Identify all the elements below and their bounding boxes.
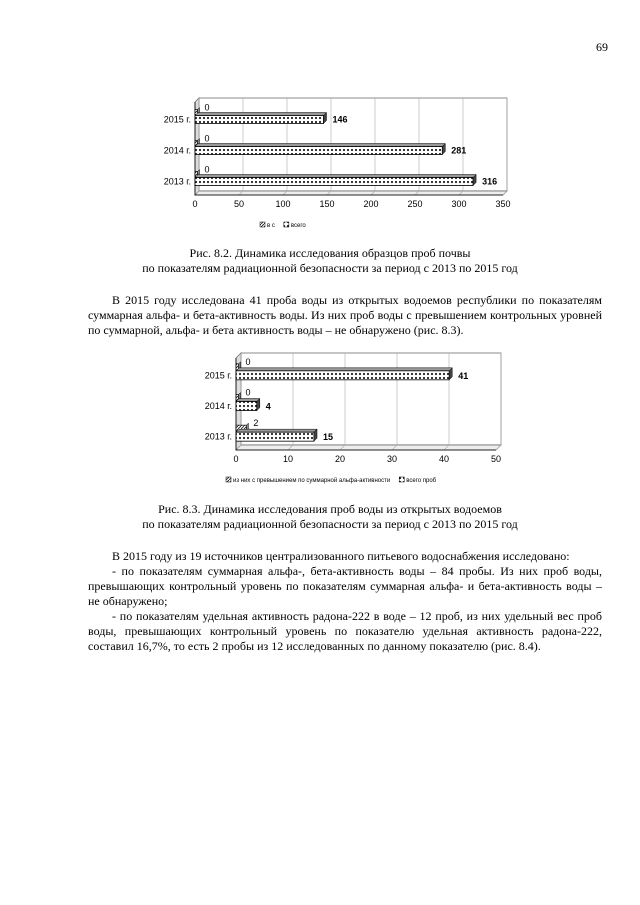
x-tick-label: 20 (334, 454, 346, 464)
figure-caption-8-3 (80, 502, 580, 532)
x-tick-label: 50 (233, 199, 245, 209)
x-tick-label: 50 (490, 454, 502, 464)
figure-caption-8-2 (80, 246, 580, 276)
bar-series-1 (195, 116, 323, 124)
paragraph-item-alpha-beta: - по показателям суммарная альфа-, бета-активность воды – 84 пробы. Из них проб воды, превышающих контрольный уровень по показателям суммарная альфа- и бета-активность воды – не обнаружено; (88, 564, 602, 608)
chart-open-water-samples (190, 348, 520, 494)
caption-8-3-line2: по показателям радиационной безопасности за период с 2013 по 2015 год (142, 517, 518, 531)
data-label-series-1: 316 (482, 176, 498, 187)
caption-8-2-line1: Рис. 8.2. Динамика исследования образцов проб почвы (189, 246, 471, 260)
bar-series-1-top (195, 175, 476, 178)
bar-series-1 (236, 402, 257, 411)
paragraph-water-open-sources: В 2015 году исследована 41 проба воды из открытых водоемов республики по показателям суммарная альфа- и бета-активность воды. Из них проб воды с превышением контрольных уровней по суммарной, альфа- и бета активность воды – не обнаружено (рис. 8.3). (88, 293, 602, 337)
category-label: 2014 г. (163, 145, 191, 156)
caption-8-3-line1: Рис. 8.3. Динамика исследования проб воды из открытых водоемов (158, 502, 502, 516)
category-label: 2014 г. (204, 401, 232, 411)
data-label-series-1: 4 (265, 401, 271, 412)
bar-series-1 (195, 147, 442, 155)
data-label-series-1: 281 (451, 145, 467, 156)
caption-8-2-line2: по показателям радиационной безопасности за период с 2013 по 2015 год (142, 261, 518, 275)
data-label-series-0: 0 (204, 164, 210, 175)
chart-floor (195, 191, 507, 195)
legend-label: в с (267, 223, 275, 229)
data-label-series-1: 41 (458, 370, 469, 381)
legend-swatch (399, 477, 404, 482)
category-label: 2015 г. (163, 114, 191, 125)
paragraph-central-water-supply (88, 549, 602, 654)
x-tick-label: 200 (363, 199, 379, 209)
data-label-series-1: 15 (323, 432, 334, 443)
category-label: 2013 г. (163, 176, 191, 187)
bar-series-1 (195, 178, 473, 186)
paragraph-intro: В 2015 году из 19 источников централизованного питьевого водоснабжения исследовано: (112, 549, 570, 563)
chart-soil-svg (150, 92, 520, 240)
bar-series-1 (236, 432, 314, 441)
paragraph-item-radon: - по показателям удельная активность радона-222 в воде – 12 проб, из них удельный вес проб воды, превышающих контрольный уровень по показателю удельная активность радона-222, составил 16,7%, то есть 2 пробы из 12 исследованных по данному показателю (рис. 8.4). (88, 609, 602, 653)
bar-series-1-top (236, 368, 452, 371)
bar-series-1-top (236, 429, 317, 432)
bar-series-1-top (195, 113, 326, 116)
bar-series-1 (236, 371, 449, 380)
x-tick-label: 250 (407, 199, 423, 209)
bar-series-1-top (236, 399, 260, 402)
x-tick-label: 30 (386, 454, 398, 464)
data-label-series-0: 0 (245, 356, 251, 367)
data-label-series-0: 0 (204, 133, 210, 144)
data-label-series-0: 0 (204, 102, 210, 113)
legend-label: всего (290, 223, 306, 229)
legend-label: из них с превышением по суммарной альфа-активности (233, 478, 391, 484)
x-tick-label: 150 (319, 199, 335, 209)
legend-swatch (284, 222, 289, 227)
data-label-series-0: 2 (253, 418, 259, 429)
category-label: 2013 г. (204, 431, 232, 442)
category-label: 2015 г. (204, 370, 232, 381)
page-number: 69 (596, 40, 608, 54)
x-tick-label: 0 (233, 454, 239, 464)
legend-swatch (260, 222, 265, 227)
x-tick-label: 40 (438, 454, 450, 464)
legend-swatch (226, 477, 231, 482)
chart-floor (236, 445, 501, 450)
x-tick-label: 10 (282, 454, 294, 464)
chart-soil-samples (150, 92, 520, 240)
x-tick-label: 0 (192, 199, 198, 209)
bar-series-1-top (195, 144, 445, 147)
data-label-series-1: 146 (332, 114, 348, 125)
data-label-series-0: 0 (245, 387, 251, 398)
legend-label: всего проб (406, 478, 437, 484)
x-tick-label: 350 (495, 199, 511, 209)
x-tick-label: 300 (451, 199, 467, 209)
x-tick-label: 100 (275, 199, 291, 209)
chart-open-water-svg (190, 348, 520, 494)
